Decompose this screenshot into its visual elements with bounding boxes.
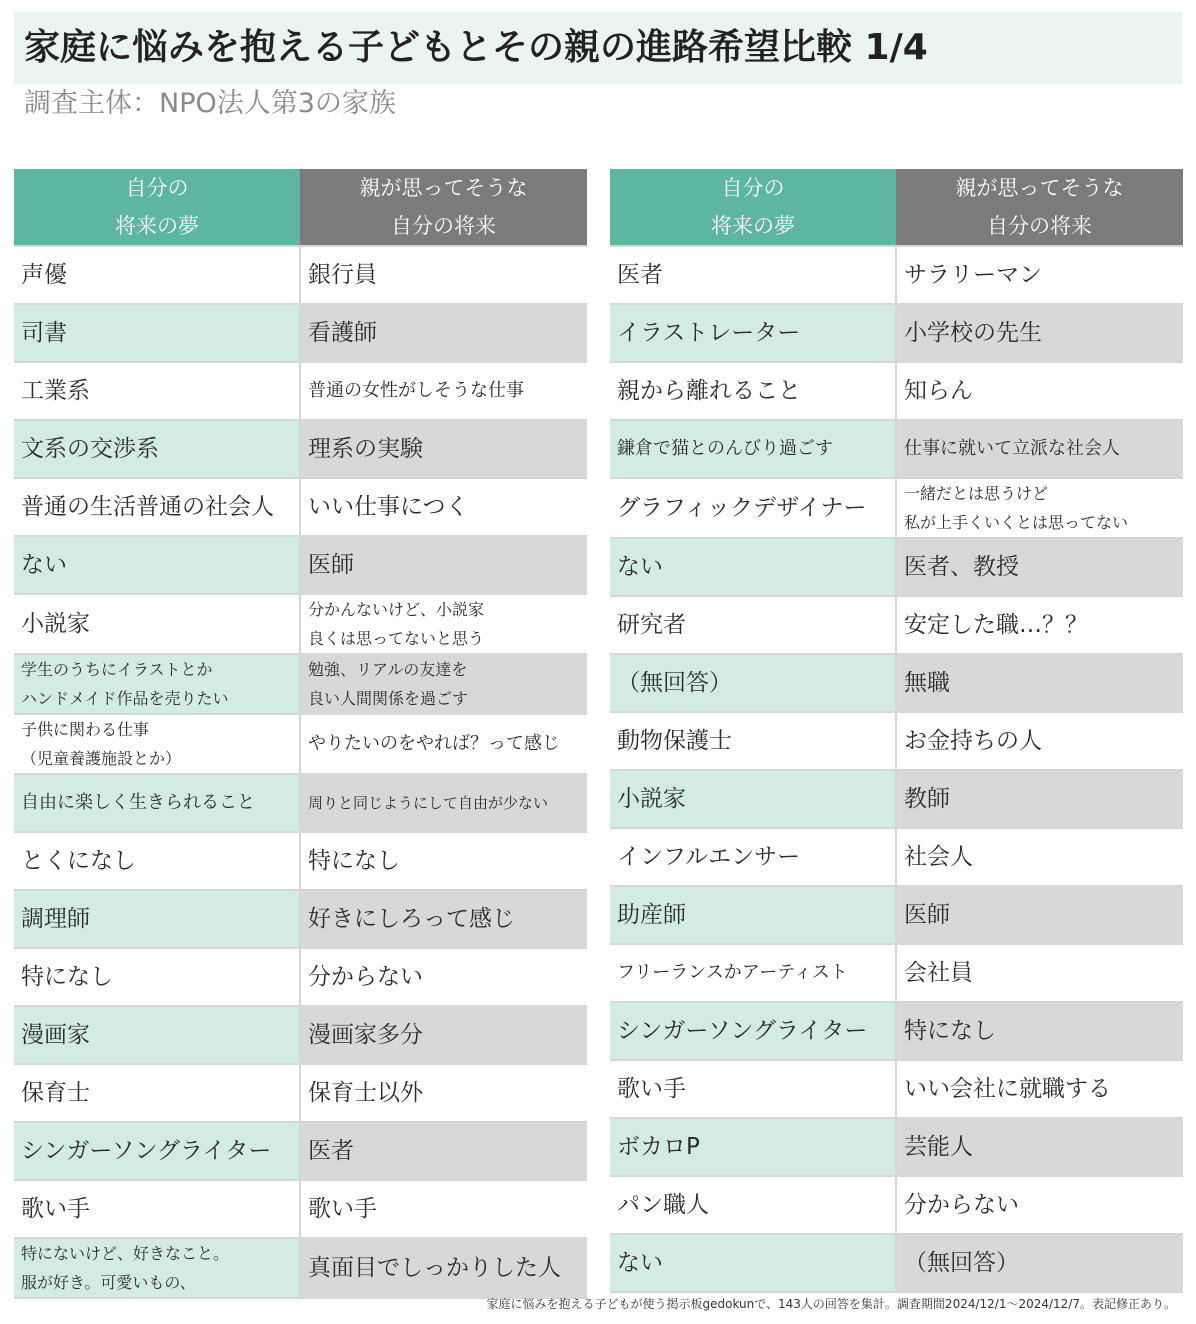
own-dream-cell	[610, 712, 896, 770]
cell-text-line: 銀行員	[308, 262, 377, 288]
own-dream-cell	[610, 1060, 896, 1118]
cell-text-line: 知らん	[904, 378, 973, 404]
table-row	[610, 944, 1183, 1002]
table-header-row	[14, 169, 587, 246]
cell-text-line: 服が好き。可愛いもの、	[21, 1273, 196, 1292]
own-dream-cell	[14, 420, 300, 478]
parent-view-cell	[896, 304, 1183, 362]
table-row	[610, 1234, 1183, 1292]
cell-text-line: いい会社に就職する	[904, 1076, 1111, 1102]
header-own-dream	[14, 169, 300, 246]
own-dream-cell	[610, 1234, 896, 1292]
own-dream-cell	[610, 886, 896, 944]
parent-view-cell	[300, 246, 587, 304]
parent-view-cell	[300, 1064, 587, 1122]
footnote: 家庭に悩みを抱える子どもが使う掲示板gedokunで、143人の回答を集計。調査期間2024/12/1〜2024/12/7。表記修正あり。	[486, 1297, 1176, 1311]
parent-view-cell	[896, 1002, 1183, 1060]
cell-text-line: 歌い手	[308, 1196, 377, 1222]
cell-text-line: 勉強、リアルの友達を	[308, 660, 468, 679]
header-parent-view	[896, 169, 1183, 246]
own-dream-cell	[14, 832, 300, 890]
cell-text-line: 無職	[904, 670, 950, 696]
cell-text-line: 会社員	[904, 960, 973, 986]
cell-text-line: 良い人間関係を過ごす	[308, 689, 469, 708]
header-parent-view-line1: 親が思ってそうな	[955, 176, 1124, 200]
cell-text-line: 仕事に就いて立派な社会人	[904, 438, 1120, 459]
own-dream-cell	[14, 774, 300, 832]
cell-text-line: やりたいのをやれば？って感じ	[308, 733, 560, 754]
header-own-dream-line1: 自分の	[721, 176, 785, 200]
cell-text-line: 小説家	[21, 611, 90, 637]
table-row	[14, 1238, 587, 1298]
cell-text-line: 親から離れること	[617, 378, 801, 404]
cell-text-line: 医師	[308, 552, 354, 578]
cell-text-line: 司書	[21, 320, 67, 346]
own-dream-cell	[610, 1176, 896, 1234]
cell-text-line: 特になし	[21, 964, 113, 990]
cell-text-line: 真面目でしっかりした人	[308, 1255, 561, 1281]
own-dream-cell	[610, 538, 896, 596]
cell-text-line: 漫画家	[21, 1022, 90, 1048]
cell-text-line: ない	[617, 554, 663, 580]
table-row	[14, 304, 587, 362]
cell-text-line: 小学校の先生	[904, 320, 1042, 346]
cell-text-line: 特になし	[904, 1018, 996, 1044]
cell-text-line: フリーランスかアーティスト	[617, 962, 848, 983]
cell-text-line: 鎌倉で猫とのんびり過ごす	[617, 438, 833, 459]
cell-text-line: 歌い手	[617, 1076, 686, 1102]
table-header-row	[610, 169, 1183, 246]
cell-text-line: 動物保護士	[617, 728, 732, 754]
cell-text-line: 医者	[308, 1138, 354, 1164]
table-row	[14, 832, 587, 890]
table-row	[14, 1006, 587, 1064]
cell-text-line: 好きにしろって感じ	[308, 906, 515, 932]
cell-text-line: 学生のうちにイラストとか	[21, 660, 213, 679]
cell-text-line: 助産師	[617, 902, 686, 928]
parent-view-cell	[300, 1238, 587, 1298]
table-row	[14, 246, 587, 304]
cell-text-line: 理系の実験	[308, 436, 423, 462]
parent-view-cell	[300, 948, 587, 1006]
table-row	[14, 890, 587, 948]
cell-text-line: 声優	[21, 262, 67, 288]
right-comparison-table	[610, 169, 1183, 1293]
parent-view-cell	[300, 420, 587, 478]
cell-text-line: 医者	[617, 262, 663, 288]
own-dream-cell	[14, 246, 300, 304]
cell-text-line: 自由に楽しく生きられること	[21, 792, 255, 813]
cell-text-line: インフルエンサー	[617, 844, 801, 870]
table-row	[610, 1060, 1183, 1118]
cell-text-line: 普通の生活普通の社会人	[21, 494, 274, 520]
table-row	[610, 828, 1183, 886]
cell-text-line: シンガーソングライター	[21, 1138, 272, 1164]
cell-text-line: ボカロP	[617, 1134, 700, 1160]
own-dream-cell	[14, 654, 300, 714]
own-dream-cell	[610, 770, 896, 828]
own-dream-cell	[14, 1122, 300, 1180]
parent-view-cell	[300, 304, 587, 362]
own-dream-cell	[610, 246, 896, 304]
own-dream-cell	[610, 362, 896, 420]
cell-text-line: 医師	[904, 902, 950, 928]
cell-text-line: 保育士以外	[308, 1080, 423, 1106]
parent-view-cell	[300, 890, 587, 948]
table-row	[14, 1122, 587, 1180]
cell-text-line: 特になし	[308, 848, 400, 874]
cell-text-line: お金持ちの人	[904, 728, 1042, 754]
own-dream-cell	[610, 420, 896, 478]
cell-text-line: ない	[21, 552, 67, 578]
own-dream-cell	[610, 944, 896, 1002]
parent-view-cell	[896, 828, 1183, 886]
parent-view-cell	[300, 362, 587, 420]
parent-view-cell	[896, 770, 1183, 828]
table-row	[14, 478, 587, 536]
parent-view-cell	[896, 886, 1183, 944]
cell-text-line: 一緒だとは思うけど	[904, 484, 1049, 503]
cell-text-line: 分からない	[308, 964, 423, 990]
cell-text-line: 普通の女性がしそうな仕事	[308, 380, 524, 401]
cell-text-line: 子供に関わる仕事	[21, 720, 150, 739]
table-row	[610, 246, 1183, 304]
cell-text-line: 看護師	[308, 320, 377, 346]
table-row	[14, 536, 587, 594]
table-row	[610, 886, 1183, 944]
table-row	[610, 478, 1183, 538]
cell-text-line: 漫画家多分	[308, 1022, 423, 1048]
table-row	[610, 712, 1183, 770]
cell-text-line: サラリーマン	[904, 262, 1042, 288]
cell-text-line: ハンドメイド作品を売りたい	[21, 689, 229, 708]
parent-view-cell	[896, 1176, 1183, 1234]
parent-view-cell	[896, 478, 1183, 538]
parent-view-cell	[896, 362, 1183, 420]
page-title: 家庭に悩みを抱える子どもとその親の進路希望比較 1/4	[24, 27, 928, 68]
cell-text-line: シンガーソングライター	[617, 1018, 868, 1044]
cell-text-line: （無回答）	[904, 1250, 1019, 1276]
own-dream-cell	[610, 478, 896, 538]
parent-view-cell	[300, 832, 587, 890]
own-dream-cell	[610, 304, 896, 362]
left-comparison-table	[14, 169, 587, 1299]
own-dream-cell	[610, 654, 896, 712]
parent-view-cell	[896, 944, 1183, 1002]
parent-view-cell	[896, 420, 1183, 478]
cell-text-line: ない	[617, 1250, 663, 1276]
parent-view-cell	[300, 1122, 587, 1180]
cell-text-line: 社会人	[904, 844, 973, 870]
table-row	[14, 420, 587, 478]
table-row	[610, 362, 1183, 420]
cell-text-line: 私が上手くいくとは思ってない	[904, 513, 1129, 532]
table-row	[610, 770, 1183, 828]
table-row	[610, 304, 1183, 362]
cell-text-line: 保育士	[21, 1080, 90, 1106]
cell-text-line: 医者、教授	[904, 554, 1019, 580]
header-own-dream-line2: 将来の夢	[711, 214, 795, 238]
own-dream-cell	[14, 1064, 300, 1122]
own-dream-cell	[14, 1006, 300, 1064]
parent-view-cell	[896, 712, 1183, 770]
cell-text-line: 芸能人	[904, 1134, 973, 1160]
cell-text-line: いい仕事につく	[308, 494, 469, 520]
parent-view-cell	[300, 654, 587, 714]
header-parent-view	[300, 169, 587, 246]
table-row	[14, 1064, 587, 1122]
cell-text-line: 特にないけど、好きなこと。	[21, 1244, 230, 1263]
cell-text-line: 教師	[904, 786, 950, 812]
parent-view-cell	[896, 1060, 1183, 1118]
cell-text-line: 良くは思ってないと思う	[308, 629, 485, 648]
table-row	[610, 596, 1183, 654]
parent-view-cell	[300, 478, 587, 536]
survey-organizer: 調査主体：NPO法人第3の家族	[24, 88, 396, 119]
header-parent-view-line1: 親が思ってそうな	[359, 176, 528, 200]
own-dream-cell	[14, 1180, 300, 1238]
parent-view-cell	[300, 774, 587, 832]
table-row	[610, 420, 1183, 478]
parent-view-cell	[300, 1006, 587, 1064]
cell-text-line: 研究者	[617, 612, 686, 638]
cell-text-line: 歌い手	[21, 1196, 90, 1222]
own-dream-cell	[14, 890, 300, 948]
own-dream-cell	[14, 536, 300, 594]
cell-text-line: 周りと同じようにして自由が少ない	[308, 794, 549, 812]
table-row	[610, 1002, 1183, 1060]
table-row	[610, 1118, 1183, 1176]
cell-text-line: 調理師	[21, 906, 90, 932]
table-row	[14, 362, 587, 420]
parent-view-cell	[896, 596, 1183, 654]
header-parent-view-line2: 自分の将来	[987, 214, 1092, 238]
own-dream-cell	[14, 1238, 300, 1298]
table-row	[14, 654, 587, 714]
own-dream-cell	[610, 596, 896, 654]
own-dream-cell	[14, 948, 300, 1006]
table-row	[14, 948, 587, 1006]
parent-view-cell	[896, 1234, 1183, 1292]
table-row	[14, 774, 587, 832]
table-row	[14, 714, 587, 774]
cell-text-line: 分からない	[904, 1192, 1019, 1218]
cell-text-line: 安定した職…？？	[904, 612, 1088, 638]
table-row	[14, 1180, 587, 1238]
own-dream-cell	[610, 828, 896, 886]
own-dream-cell	[14, 594, 300, 654]
parent-view-cell	[896, 654, 1183, 712]
own-dream-cell	[14, 362, 300, 420]
header-parent-view-line2: 自分の将来	[391, 214, 496, 238]
table-row	[610, 654, 1183, 712]
right-table-body	[610, 246, 1183, 1292]
cell-text-line: 小説家	[617, 786, 686, 812]
cell-text-line: （無回答）	[617, 670, 732, 696]
cell-text-line: 分かんないけど、小説家	[308, 600, 485, 619]
table-row	[14, 594, 587, 654]
parent-view-cell	[300, 536, 587, 594]
left-table-body	[14, 246, 587, 1298]
parent-view-cell	[896, 1118, 1183, 1176]
own-dream-cell	[14, 714, 300, 774]
header-own-dream-line1: 自分の	[125, 176, 189, 200]
table-row	[610, 538, 1183, 596]
own-dream-cell	[14, 478, 300, 536]
own-dream-cell	[610, 1002, 896, 1060]
header-own-dream	[610, 169, 896, 246]
own-dream-cell	[610, 1118, 896, 1176]
parent-view-cell	[300, 714, 587, 774]
cell-text-line: グラフィックデザイナー	[617, 495, 867, 521]
parent-view-cell	[300, 594, 587, 654]
cell-text-line: イラストレーター	[617, 320, 801, 346]
own-dream-cell	[14, 304, 300, 362]
parent-view-cell	[300, 1180, 587, 1238]
parent-view-cell	[896, 246, 1183, 304]
cell-text-line: （児童養護施設とか）	[21, 749, 182, 768]
table-row	[610, 1176, 1183, 1234]
cell-text-line: 工業系	[21, 378, 90, 404]
header-own-dream-line2: 将来の夢	[115, 214, 199, 238]
cell-text-line: パン職人	[617, 1192, 709, 1218]
cell-text-line: とくになし	[21, 848, 136, 874]
cell-text-line: 文系の交渉系	[21, 436, 159, 462]
parent-view-cell	[896, 538, 1183, 596]
